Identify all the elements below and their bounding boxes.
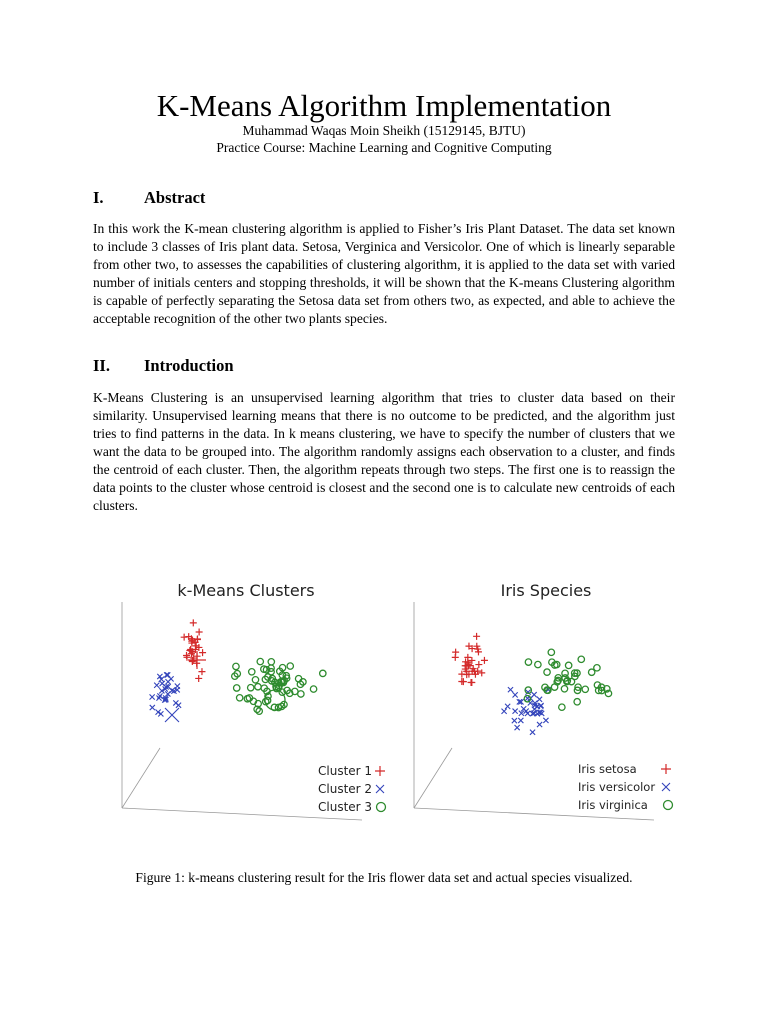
section-title: Introduction: [144, 356, 234, 375]
section-number: I.: [93, 188, 104, 207]
course-line: Practice Course: Machine Learning and Cognitive Computing: [216, 140, 552, 155]
legend-label: Iris setosa: [578, 762, 637, 776]
panel-kmeans: [100, 572, 390, 834]
legend-label: Cluster 2: [318, 782, 373, 796]
panel-title: Iris Species: [500, 581, 592, 600]
legend-label: Cluster 1: [318, 764, 373, 778]
section-number: II.: [93, 356, 110, 375]
introduction-body: K-Means Clustering is an unsupervised learning algorithm that tries to cluster data based on their similarity. Unsupervised learning means that there is no outcome to be predicted, and the algorithm just tries to find patterns in the data. In k means clustering, we have to specify the number of clusters that we want the data to be grouped into. The algorithm randomly assigns each observation to a cluster, and finds the centroid of each cluster. Then, the algorithm repeats through two steps. The first one is to reassign the data points to the cluster whose centroid is closest and the second one is to calculate new centroids of each clusters.: [93, 390, 675, 513]
panel-title: k-Means Clusters: [177, 581, 315, 600]
paper-title: K-Means Algorithm Implementation: [156, 88, 612, 123]
abstract-body: In this work the K-mean clustering algorithm is applied to Fisher’s Iris Plant Dataset. The data set known to include 3 classes of Iris plant data. Setosa, Verginica and Versicolor. One of which is linearly separable from other two, to assesses the capabilities of clustering algorithm, it is applied to the data set with varied number of initials centers and stopping thresholds, it will be shown that the K-means Clustering algorithm is capable of perfectly separating the Setosa data set from others two, as expected, and able to achieve the acceptable recognition of the other two plants species.: [93, 221, 675, 326]
panel-species: [392, 572, 680, 834]
author-line: Muhammad Waqas Moin Sheikh (15129145, BJTU): [242, 123, 526, 138]
panel-background: [392, 572, 680, 834]
section-title: Abstract: [144, 188, 206, 207]
legend-label: Iris versicolor: [578, 780, 656, 794]
legend-label: Iris virginica: [578, 798, 648, 812]
section-heading-abstract: [93, 188, 205, 208]
section-heading-introduction: [93, 356, 234, 376]
iris-scatter-figure: [100, 572, 680, 834]
figure-caption: Figure 1: k-means clustering result for the Iris flower data set and actual species visualized.: [135, 870, 633, 885]
figure-1: [100, 572, 680, 834]
legend-label: Cluster 3: [318, 800, 373, 814]
